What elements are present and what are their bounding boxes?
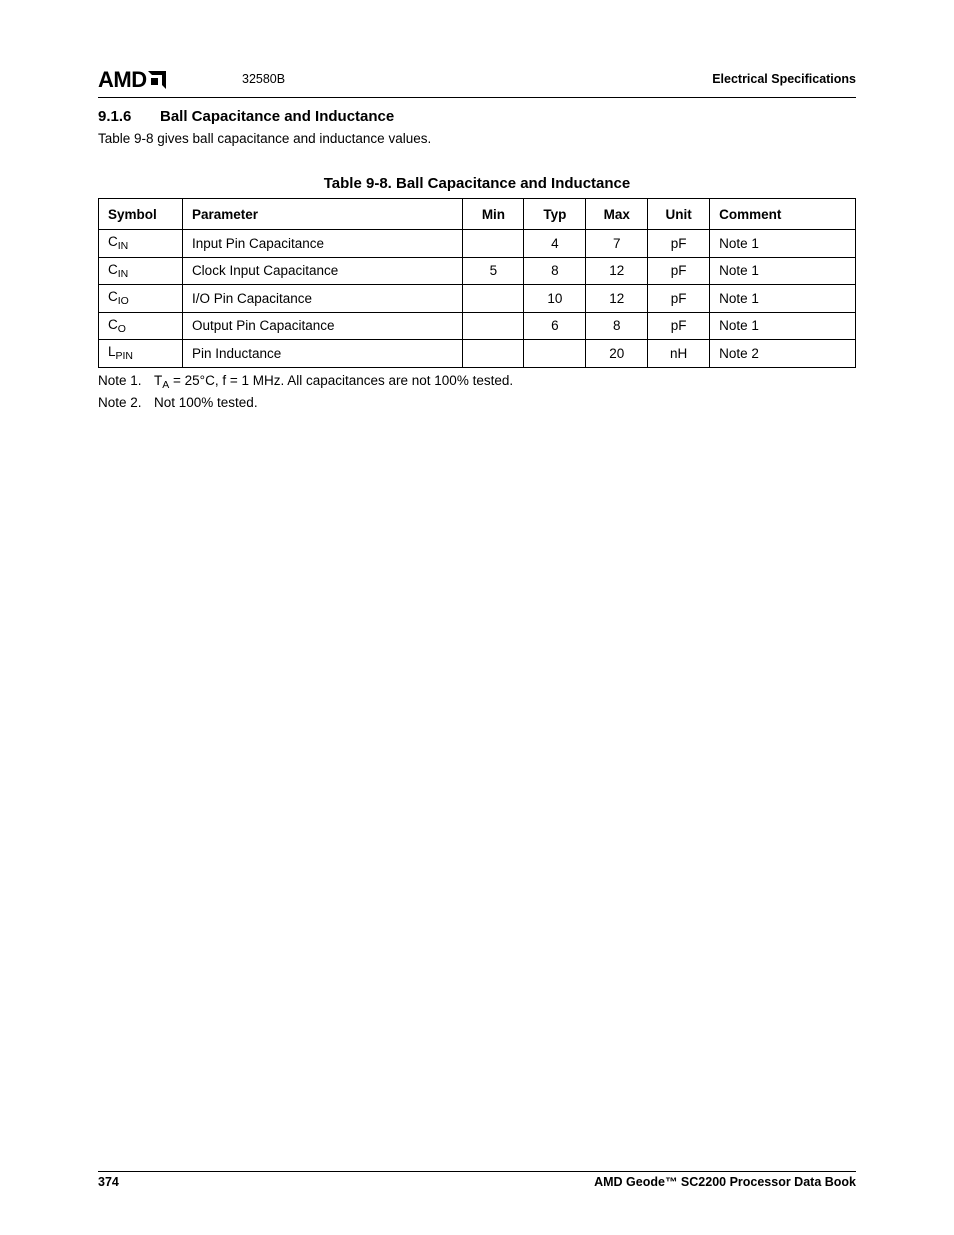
table-header-row xyxy=(99,199,856,230)
unit-cell: pF xyxy=(648,230,710,258)
col-header-comment: Comment xyxy=(710,199,856,230)
typ-cell: 4 xyxy=(524,230,586,258)
comment-cell: Note 1 xyxy=(710,230,856,258)
comment-cell: Note 1 xyxy=(710,257,856,285)
unit-cell: pF xyxy=(648,312,710,340)
symbol-cell xyxy=(99,285,183,313)
symbol-subscript: IO xyxy=(117,295,129,308)
unit-cell: pF xyxy=(648,285,710,313)
table-row xyxy=(99,230,856,258)
col-header-typ: Typ xyxy=(524,199,586,230)
header-rule xyxy=(98,97,856,98)
intro-paragraph: Table 9-8 gives ball capacitance and inductance values. xyxy=(98,131,432,146)
unit-cell: nH xyxy=(648,340,710,368)
book-title: AMD Geode™ SC2200 Processor Data Book xyxy=(594,1175,856,1189)
note-label: Note 2. xyxy=(98,395,142,410)
note-subscript: A xyxy=(162,379,170,391)
section-header: Electrical Specifications xyxy=(712,72,856,86)
symbol-subscript: O xyxy=(117,322,126,335)
table-row xyxy=(99,257,856,285)
symbol-subscript: IN xyxy=(117,240,129,253)
symbol-letter: C xyxy=(108,316,118,332)
table-notes xyxy=(98,372,513,411)
symbol-subscript: IN xyxy=(117,267,129,280)
symbol-cell xyxy=(99,257,183,285)
comment-cell: Note 2 xyxy=(710,340,856,368)
min-cell xyxy=(463,312,524,340)
note-text xyxy=(154,372,513,394)
heading-title: Ball Capacitance and Inductance xyxy=(160,108,395,125)
note-body: Not 100% tested. xyxy=(154,395,258,410)
parameter-cell: Output Pin Capacitance xyxy=(182,312,463,340)
parameter-cell: I/O Pin Capacitance xyxy=(182,285,463,313)
max-cell: 20 xyxy=(586,340,648,368)
symbol-letter: C xyxy=(108,289,118,305)
min-cell xyxy=(463,340,524,368)
page-number: 374 xyxy=(98,1175,119,1189)
table-row xyxy=(99,340,856,368)
symbol-cell xyxy=(99,230,183,258)
comment-cell: Note 1 xyxy=(710,312,856,340)
min-cell xyxy=(463,230,524,258)
footer-rule xyxy=(98,1171,856,1172)
typ-cell: 6 xyxy=(524,312,586,340)
parameter-cell: Pin Inductance xyxy=(182,340,463,368)
heading-number: 9.1.6 xyxy=(98,108,132,125)
min-cell xyxy=(463,285,524,313)
max-cell: 12 xyxy=(586,285,648,313)
symbol-letter: L xyxy=(108,344,116,360)
symbol-subscript: PIN xyxy=(115,350,134,363)
table-row xyxy=(99,312,856,340)
typ-cell: 10 xyxy=(524,285,586,313)
max-cell: 8 xyxy=(586,312,648,340)
symbol-cell xyxy=(99,312,183,340)
note-body: = 25°C, f = 1 MHz. All capacitances are not 100% tested. xyxy=(169,373,514,388)
max-cell: 7 xyxy=(586,230,648,258)
parameter-cell: Clock Input Capacitance xyxy=(182,257,463,285)
amd-logo xyxy=(98,69,166,91)
col-header-unit: Unit xyxy=(648,199,710,230)
min-cell: 5 xyxy=(463,257,524,285)
typ-cell: 8 xyxy=(524,257,586,285)
note-label: Note 1. xyxy=(98,373,142,388)
unit-cell: pF xyxy=(648,257,710,285)
col-header-min: Min xyxy=(463,199,524,230)
note-2 xyxy=(98,394,513,411)
symbol-letter: C xyxy=(108,234,118,250)
col-header-max: Max xyxy=(586,199,648,230)
note-symbol: T xyxy=(154,373,163,388)
table-row xyxy=(99,285,856,313)
logo-text: AMD xyxy=(98,67,147,92)
amd-arrow-icon xyxy=(148,71,166,89)
symbol-cell xyxy=(99,340,183,368)
typ-cell xyxy=(524,340,586,368)
note-1 xyxy=(98,372,513,394)
symbol-letter: C xyxy=(108,261,118,277)
col-header-parameter: Parameter xyxy=(182,199,463,230)
max-cell: 12 xyxy=(586,257,648,285)
col-header-symbol: Symbol xyxy=(99,199,183,230)
doc-number: 32580B xyxy=(242,72,286,86)
parameter-cell: Input Pin Capacitance xyxy=(182,230,463,258)
capacitance-table xyxy=(98,198,856,368)
table-caption: Table 9-8. Ball Capacitance and Inductance xyxy=(323,175,631,192)
comment-cell: Note 1 xyxy=(710,285,856,313)
